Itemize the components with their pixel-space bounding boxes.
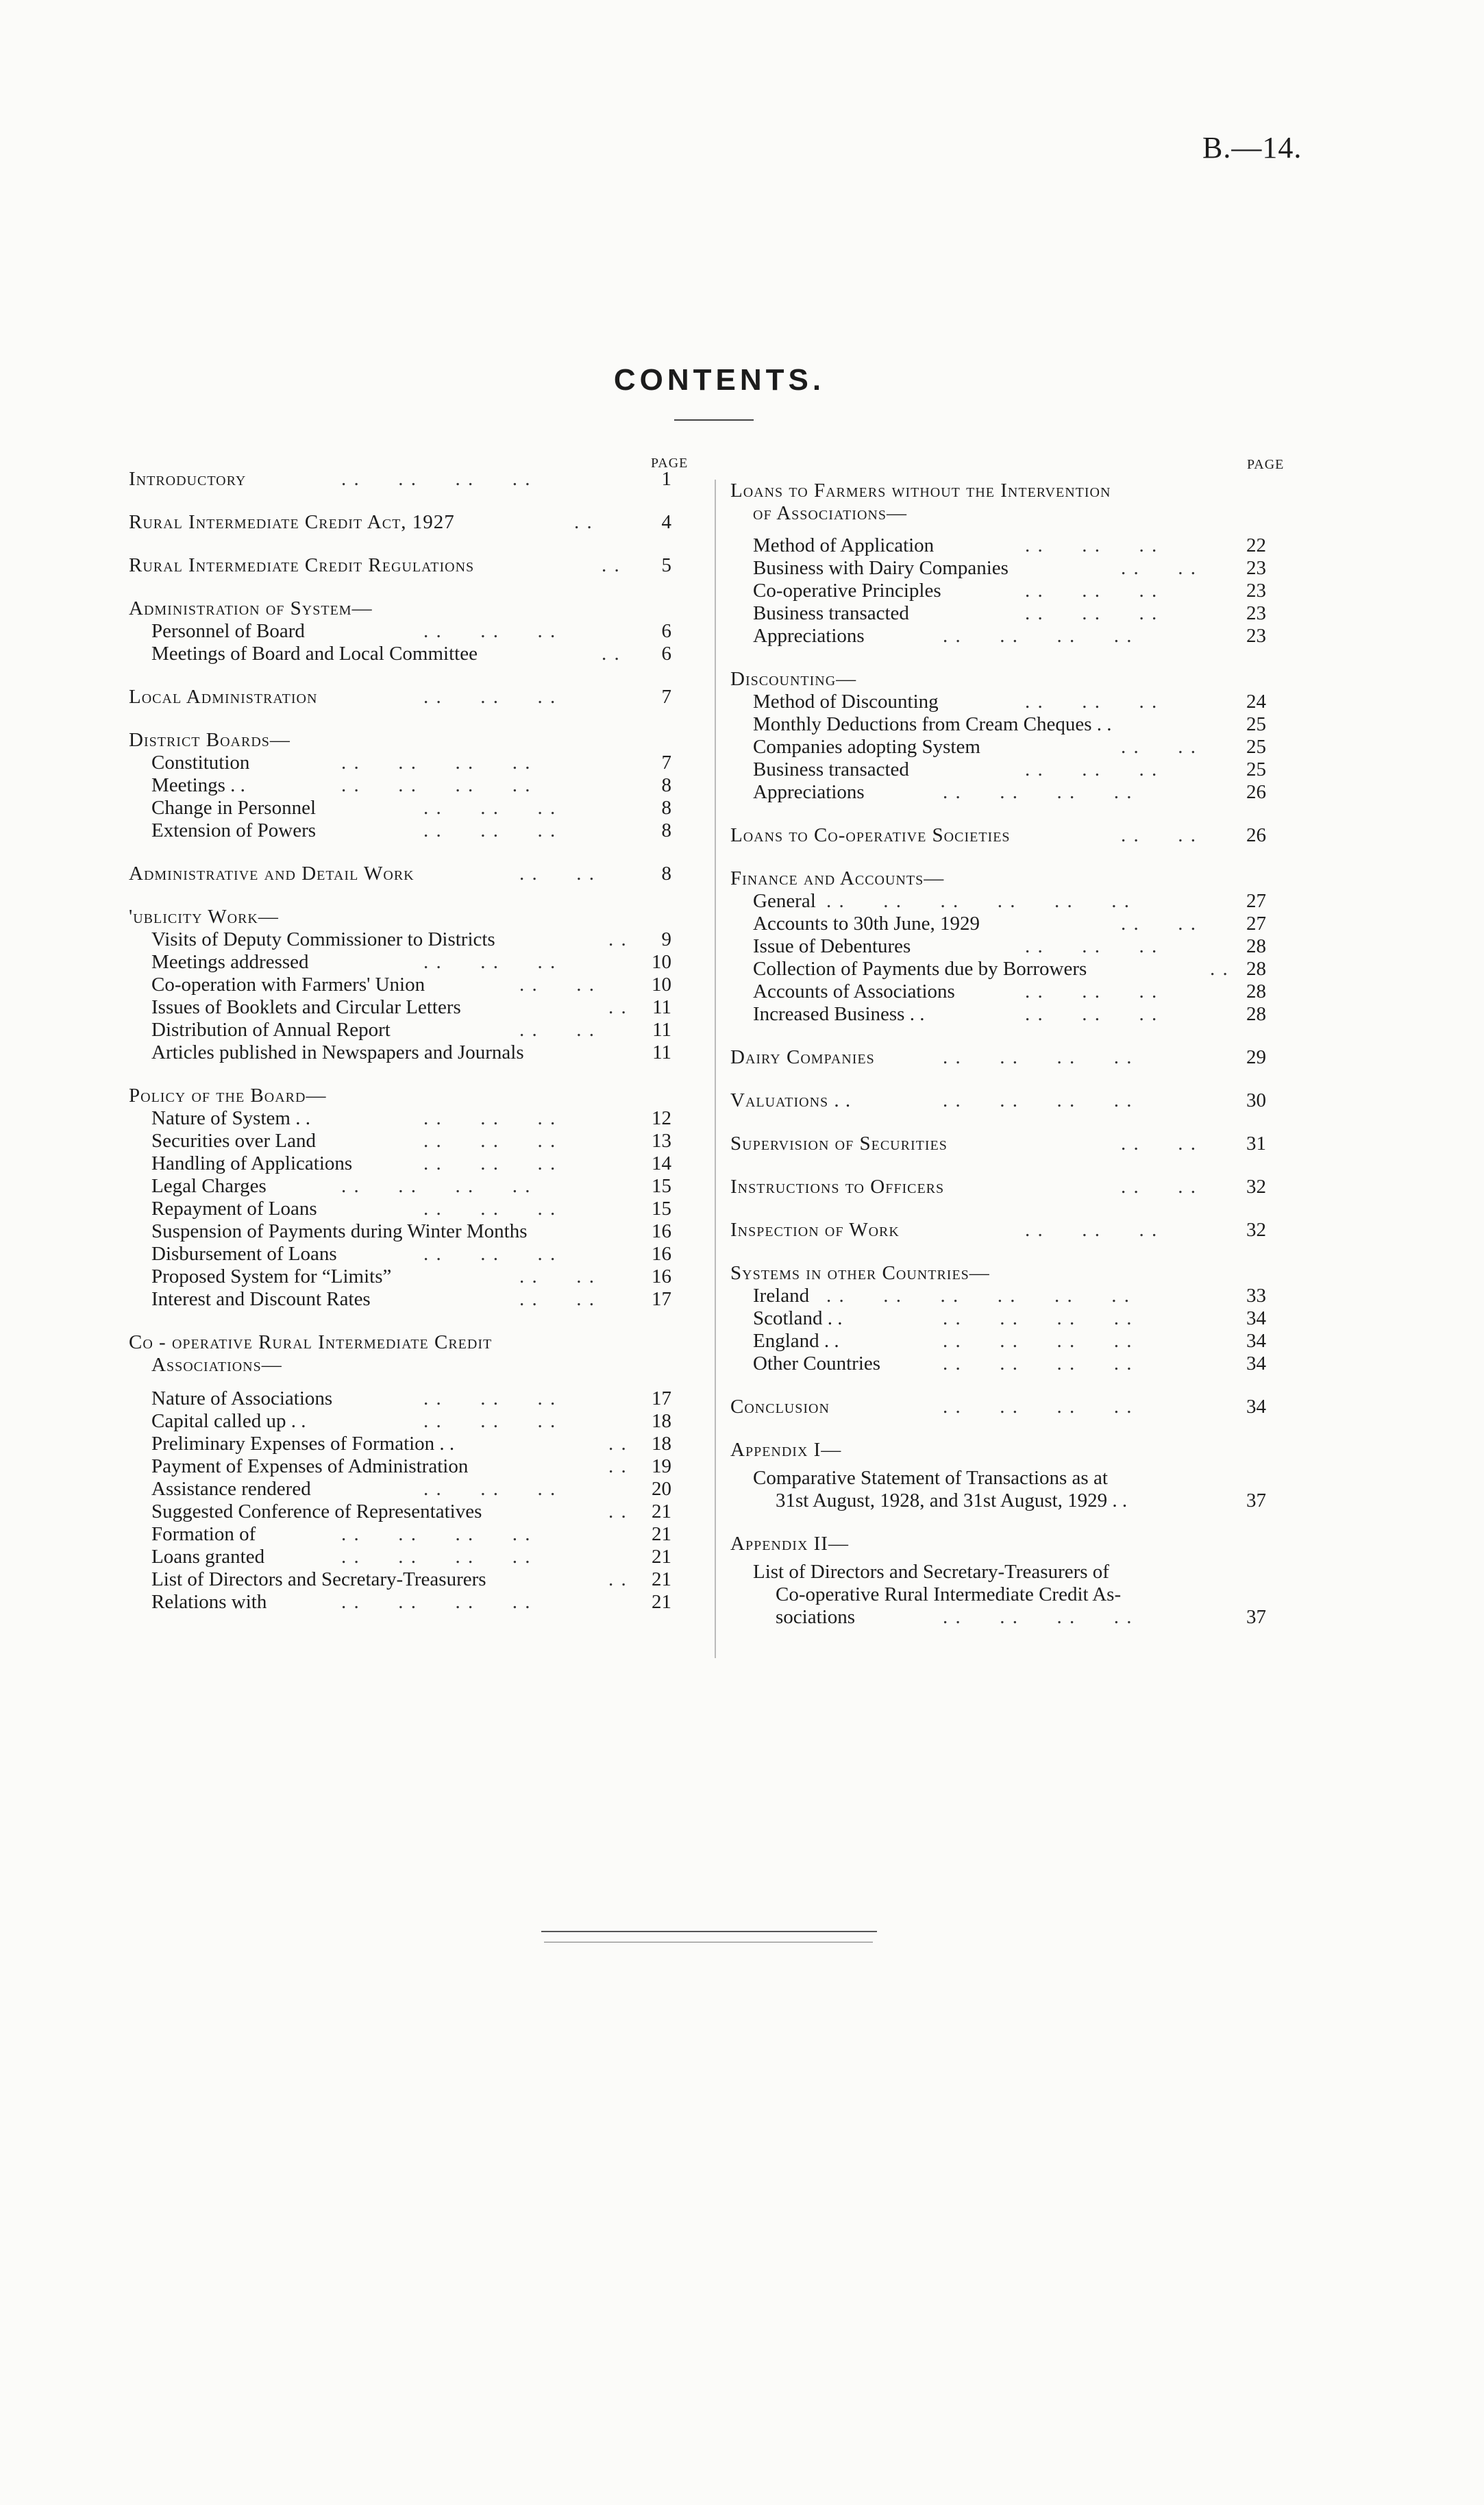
toc-entry: Companies adopting System . . . . 25	[753, 736, 1266, 758]
toc-entry: Monthly Deductions from Cream Cheques . . 25	[753, 713, 1266, 735]
toc-entry: Disbursement of Loans . . . . . . 16	[151, 1243, 671, 1265]
contents-left-column	[129, 468, 677, 1614]
toc-entry: Preliminary Expenses of Formation . . . . 18	[151, 1433, 671, 1455]
toc-entry-label: Rural Intermediate Credit Regulations	[129, 554, 475, 576]
toc-entry: Scotland . . . . . . . . . . 34	[753, 1307, 1266, 1329]
toc-entry: Conclusion . . . . . . . . 34	[730, 1396, 1266, 1418]
toc-entry: Securities over Land . . . . . . 13	[151, 1130, 671, 1152]
page-column-label-right: PAGE	[1247, 457, 1285, 472]
toc-entry: Articles published in Newspapers and Journals 11	[151, 1041, 671, 1063]
toc-entry: Dairy Companies . . . . . . . . 29	[730, 1046, 1266, 1068]
page-reference: B.—14.	[1202, 131, 1302, 164]
toc-entry: Method of Application . . . . . . 22	[753, 534, 1266, 556]
toc-entry: Legal Charges . . . . . . . . 15	[151, 1175, 671, 1197]
closing-rule	[541, 1931, 877, 1932]
section-heading: 'ublicity Work—	[129, 906, 279, 928]
toc-entry: Meetings . . . . . . . . . . 8	[151, 774, 671, 796]
toc-entry-page: 4	[661, 511, 671, 533]
toc-entry: Issues of Booklets and Circular Letters . . 11	[151, 996, 671, 1018]
toc-entry: England . . . . . . . . . . 34	[753, 1330, 1266, 1352]
section-heading: Finance and Accounts—	[730, 867, 945, 889]
toc-entry: Suspension of Payments during Winter Months 16	[151, 1220, 671, 1242]
toc-entry: Accounts to 30th June, 1929 . . . . 27	[753, 913, 1266, 935]
toc-entry: Distribution of Annual Report . . . . 11	[151, 1019, 671, 1041]
toc-entry: Appreciations . . . . . . . . 23	[753, 625, 1266, 647]
section-heading: Administration of System—	[129, 597, 373, 619]
page-title: CONTENTS.	[613, 363, 826, 397]
toc-entry: Nature of System . . . . . . . . 12	[151, 1107, 671, 1129]
toc-entry: Interest and Discount Rates . . . . 17	[151, 1288, 671, 1310]
toc-entry: Handling of Applications . . . . . . 14	[151, 1152, 671, 1174]
toc-entry: Local Administration . . . . . . 7	[129, 686, 671, 708]
toc-entry: Business with Dairy Companies . . . . 23	[753, 557, 1266, 579]
column-divider	[715, 480, 716, 1658]
toc-entry: sociations . . . . . . . . 37	[776, 1606, 1266, 1628]
toc-entry-line: List of Directors and Secretary-Treasurers of	[753, 1561, 1109, 1583]
toc-entry: Relations with . . . . . . . . 21	[151, 1591, 671, 1613]
toc-entry: Repayment of Loans . . . . . . 15	[151, 1198, 671, 1220]
toc-entry: Appreciations . . . . . . . . 26	[753, 781, 1266, 803]
toc-entry: List of Directors and Secretary-Treasurers . . 21	[151, 1568, 671, 1590]
toc-entry: Rural Intermediate Credit Act, 1927 . . 4	[129, 511, 671, 533]
section-heading: Appendix I—	[730, 1439, 842, 1461]
toc-entry-page: 1	[661, 468, 671, 490]
toc-entry-label: Rural Intermediate Credit Act, 1927	[129, 511, 455, 533]
toc-entry: Meetings addressed . . . . . . 10	[151, 951, 671, 973]
toc-entry: Meetings of Board and Local Committee . . 6	[151, 643, 671, 665]
page-column-label-left: PAGE	[651, 456, 689, 471]
toc-entry: Increased Business . . . . . . . . 28	[753, 1003, 1266, 1025]
toc-entry: Collection of Payments due by Borrowers . . 28	[753, 958, 1266, 980]
toc-entry: Business transacted . . . . . . 23	[753, 602, 1266, 624]
section-heading: Loans to Farmers without the Intervention of Associations—	[730, 480, 1111, 524]
toc-entry: Capital called up . . . . . . . . 18	[151, 1410, 671, 1432]
toc-entry: Inspection of Work . . . . . . 32	[730, 1219, 1266, 1241]
section-heading: District Boards—	[129, 729, 290, 751]
toc-entry: Formation of . . . . . . . . 21	[151, 1523, 671, 1545]
toc-entry: 31st August, 1928, and 31st August, 1929 . . 37	[776, 1490, 1266, 1511]
section-heading: Policy of the Board—	[129, 1085, 327, 1107]
toc-entry: Nature of Associations . . . . . . 17	[151, 1387, 671, 1409]
toc-entry: General . . . . . . . . . . . . 27	[753, 890, 1266, 912]
toc-entry: Suggested Conference of Representatives . . 21	[151, 1501, 671, 1522]
section-heading: Discounting—	[730, 668, 857, 690]
toc-entry: Ireland . . . . . . . . . . . . 33	[753, 1285, 1266, 1307]
toc-entry: Loans granted . . . . . . . . 21	[151, 1546, 671, 1568]
toc-entry: Method of Discounting . . . . . . 24	[753, 691, 1266, 713]
toc-entry: Loans to Co-operative Societies . . . . 26	[730, 824, 1266, 846]
toc-entry: Visits of Deputy Commissioner to Districts . . 9	[151, 928, 671, 950]
toc-entry: Constitution . . . . . . . . 7	[151, 752, 671, 774]
toc-entry-line: Comparative Statement of Transactions as at	[753, 1467, 1108, 1489]
toc-entry: Extension of Powers . . . . . . 8	[151, 819, 671, 841]
toc-entry-label: Introductory	[129, 468, 247, 490]
contents-right-column	[730, 480, 1278, 1629]
section-heading: Co - operative Rural Intermediate Credit Associations—	[129, 1331, 493, 1376]
toc-entry-line: Co-operative Rural Intermediate Credit As-	[776, 1583, 1122, 1605]
toc-entry: Personnel of Board . . . . . . 6	[151, 620, 671, 642]
toc-entry: Administrative and Detail Work . . . . 8	[129, 863, 671, 885]
toc-entry: Introductory . . . . . . . . 1	[129, 468, 671, 490]
toc-entry: Change in Personnel . . . . . . 8	[151, 797, 671, 819]
section-heading: Appendix II—	[730, 1533, 849, 1555]
toc-entry: Instructions to Officers . . . . 32	[730, 1176, 1266, 1198]
toc-entry: Payment of Expenses of Administration . . 19	[151, 1455, 671, 1477]
toc-entry: Business transacted . . . . . . 25	[753, 758, 1266, 780]
toc-entry: Valuations . . . . . . . . . . 30	[730, 1089, 1266, 1111]
section-heading: Systems in other Countries—	[730, 1262, 990, 1284]
toc-entry: Assistance rendered . . . . . . 20	[151, 1478, 671, 1500]
toc-entry: Issue of Debentures . . . . . . 28	[753, 935, 1266, 957]
toc-entry: Co-operative Principles . . . . . . 23	[753, 580, 1266, 602]
toc-entry: Proposed System for “Limits” . . . . 16	[151, 1266, 671, 1287]
toc-entry: Supervision of Securities . . . . 31	[730, 1133, 1266, 1155]
toc-entry: Rural Intermediate Credit Regulations . . 5	[129, 554, 671, 576]
toc-entry-page: 5	[661, 554, 671, 576]
toc-entry: Other Countries . . . . . . . . 34	[753, 1353, 1266, 1374]
toc-entry: Accounts of Associations . . . . . . 28	[753, 980, 1266, 1002]
toc-entry: Co-operation with Farmers' Union . . . . 10	[151, 974, 671, 996]
title-rule	[674, 419, 754, 421]
